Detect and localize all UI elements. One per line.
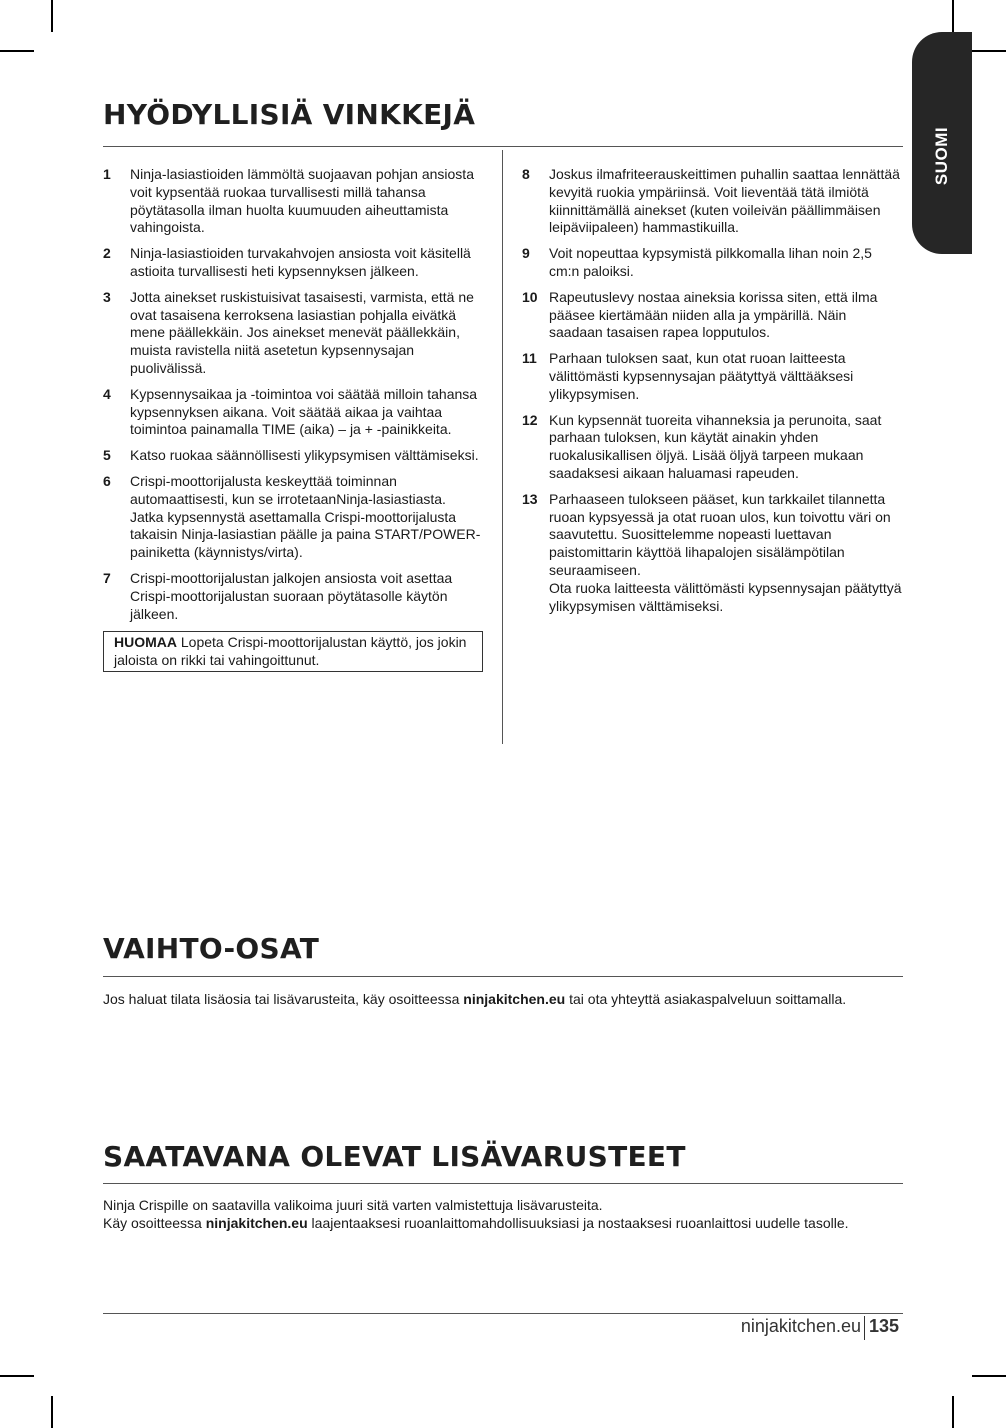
tip-text: Kun kypsennät tuoreita vihanneksia ja perunoita, saat parhaan tuloksen, kun käytät ainakin yhden ruokalusikallisen öljyä. Lisää öljyä tarpeen mukaan saadaksesi aikaan haluamasi rapeuden. — [549, 411, 882, 481]
crop-mark — [972, 1375, 1006, 1377]
spare-parts-rule — [103, 976, 903, 977]
tip-text: Kypsennysaikaa ja -toimintoa voi säätää milloin tahansa kypsennyksen aikana. Voit säätää aikaa ja vaihtaa toimintoa painamalla TIME (aika) – ja + -painikkeita. — [130, 385, 478, 438]
accessories-link[interactable]: ninjakitchen.eu — [205, 1215, 308, 1231]
tips-heading-rule — [103, 146, 903, 147]
tip-item — [103, 473, 483, 562]
accessories-heading: SAATAVANA OLEVAT LISÄVARUSTEET — [103, 1140, 686, 1173]
tip-text: Parhaan tuloksen saat, kun otat ruoan laitteesta välittömästi kypsennysajan päätyttyä välttääksesi ylikypsymisen. — [549, 350, 854, 402]
tip-number: 11 — [522, 350, 537, 367]
tip-number: 6 — [103, 472, 111, 489]
tip-number: 8 — [522, 166, 530, 182]
page-number: 135 — [869, 1316, 900, 1336]
tip-number: 2 — [103, 245, 111, 262]
crop-mark — [51, 1396, 53, 1428]
tip-text: Voit nopeuttaa kypsymistä pilkkomalla lihan noin 2,5 cm:n paloiksi. — [549, 245, 872, 279]
spare-parts-link[interactable]: ninjakitchen.eu — [463, 991, 566, 1007]
tip-item — [103, 289, 483, 378]
tip-item — [522, 350, 902, 403]
tip-number: 3 — [103, 288, 111, 305]
tip-item — [103, 245, 483, 281]
tip-text: Katso ruokaa säännöllisesti ylikypsymisen välttämiseksi. — [130, 447, 479, 464]
tip-text: Ninja-lasiastioiden turvakahvojen ansiosta voit käsitellä astioita turvallisesti heti kypsennyksen jälkeen. — [130, 245, 471, 279]
tip-text: Rapeutuslevy nostaa aineksia korissa siten, että ilma pääsee kiertämään niiden alla ja ympärillä. Näin saadaan tasaisen rapea lopputulos. — [549, 288, 878, 341]
tip-number: 1 — [103, 166, 111, 182]
crop-mark — [0, 1375, 34, 1377]
tips-right-column — [522, 166, 902, 623]
crop-mark — [0, 50, 34, 52]
tip-number: 9 — [522, 245, 530, 262]
tip-text: Jotta ainekset ruskistuisivat tasaisesti, varmista, että ne ovat tasaisena kerroksena lasiastian pohjalla eivätkä mene päällekkäin. Jos ainekset menevät päällekkäin, muista ravistella niitä asetetun kypsennysajan puolivälissä. — [130, 288, 474, 376]
tip-item — [103, 166, 483, 237]
tip-item — [522, 289, 902, 342]
footer-url[interactable]: ninjakitchen.eu — [740, 1316, 861, 1336]
accessories-text: Ninja Crispille on saatavilla valikoima juuri sitä varten valmistettuja lisävarusteita. Käy osoitteessa ninjakitchen.eu laajentaaksesi ruoanlaittomahdollisuuksiasi ja nostaaksesi ruoanlaittosi uudelle tasolle. — [103, 1197, 849, 1231]
tip-number: 5 — [103, 447, 111, 464]
tip-item — [522, 412, 902, 483]
column-divider — [502, 150, 503, 744]
crop-mark — [952, 0, 954, 32]
tip-item — [103, 447, 483, 465]
tip-text: Crispi-moottorijalusta keskeyttää toiminnan automaattisesti, kun se irrotetaanNinja-lasiastiasta. Jatka kypsennystä asettamalla Crispi-moottorijalusta takaisin Ninja-lasiastian päälle ja paina START/POWER-painiketta (käynnistys/virta). — [130, 472, 481, 561]
tip-text: Parhaaseen tulokseen pääset, kun tarkkailet tilannetta ruoan kypsyessä ja otat ruoan ulos, kun toivottu väri on saavutettu. Suosittelemme nopeasti luettavan paistomittarin käyttöä lihapalojen sisälämpötilan seuraamiseen. Ota ruoka laitteesta välittömästi kypsennysajan päätyttyä ylikypsymisen välttämiseksi. — [549, 490, 902, 614]
tip-number: 13 — [522, 490, 538, 507]
tip-number: 10 — [522, 288, 538, 305]
tip-item — [103, 386, 483, 439]
tip-number: 12 — [522, 411, 538, 428]
note-label: HUOMAA — [114, 634, 177, 651]
tip-text: Crispi-moottorijalustan jalkojen ansiosta voit asettaa Crispi-moottorijalustan suoraan pöytätasolle käytön jälkeen. — [130, 569, 453, 622]
tips-heading: HYÖDYLLISIÄ VINKKEJÄ — [103, 98, 476, 131]
tip-item — [522, 245, 902, 281]
note-box — [103, 631, 483, 672]
tips-left-column — [103, 166, 483, 672]
crop-mark — [952, 1396, 954, 1428]
tip-item — [103, 570, 483, 623]
accessories-rule — [103, 1183, 903, 1184]
tip-item — [522, 491, 902, 616]
footer-rule — [103, 1313, 903, 1314]
tip-number: 7 — [103, 569, 111, 586]
crop-mark — [972, 50, 1006, 52]
tip-text: Joskus ilmafriteerauskeittimen puhallin saattaa lennättää kevyitä ruokia ympäriinsä. Voit lieventää tätä ilmiötä kiinnittämällä ainekset (kuten voileivän päällimmäisen leipäviipaleen) hammastikuilla. — [549, 166, 900, 236]
language-tab-label: SUOMI — [932, 126, 951, 186]
tip-item — [522, 166, 902, 237]
tip-text: Ninja-lasiastioiden lämmöltä suojaavan pohjan ansiosta voit kypsentää ruokaa turvallisesti millä tahansa pöytätasolla ilman huolta kuumuuden aiheuttamista vahingoista. — [130, 166, 474, 236]
crop-mark — [51, 0, 53, 32]
note-text: Lopeta Crispi-moottorijalustan käyttö, jos jokin jaloista on rikki tai vahingoittunut. — [114, 634, 467, 669]
footer-separator — [864, 1316, 865, 1340]
spare-parts-text: Jos haluat tilata lisäosia tai lisävarusteita, käy osoitteessa ninjakitchen.eu tai ota yhteyttä asiakaspalveluun soittamalla. — [103, 991, 847, 1007]
spare-parts-heading: VAIHTO-OSAT — [103, 932, 320, 965]
tip-number: 4 — [103, 385, 111, 402]
